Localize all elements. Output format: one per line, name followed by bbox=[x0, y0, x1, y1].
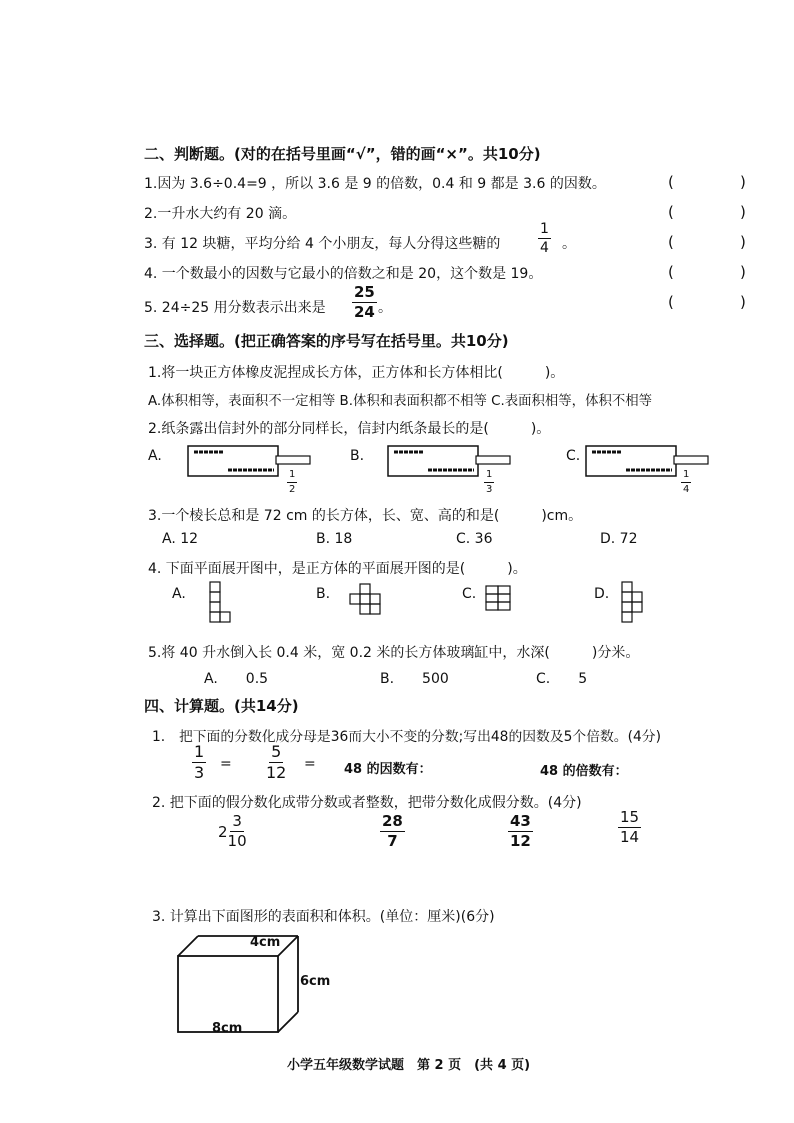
answer-paren-close-3: ) bbox=[740, 233, 746, 251]
net-figure-c bbox=[484, 584, 514, 614]
page-footer: 小学五年级数学试题 第 2 页 (共 4 页) bbox=[287, 1058, 531, 1073]
calc-q2-fraction-43-12: $\frac{43}{12}$ bbox=[510, 812, 531, 850]
choice-q5: 5.将 40 升水倒入长 0.4 米，宽 0.2 米的长方体玻璃缸中，水深( )分米。 bbox=[148, 645, 640, 661]
net-option-b-label: B. bbox=[316, 586, 331, 602]
judge-item-2: 2.一升水大约有 20 滴。 bbox=[144, 206, 297, 222]
answer-paren-open-4[interactable]: ( bbox=[668, 263, 674, 281]
choice-q2: 2.纸条露出信封外的部分同样长，信封内纸条最长的是( )。 bbox=[148, 421, 551, 437]
answer-paren-open-2[interactable]: ( bbox=[668, 203, 674, 221]
judge-item-4: 4. 一个数最小的因数与它最小的倍数之和是 20，这个数是 19。 bbox=[144, 266, 543, 282]
choice-q1-options: A.体积相等，表面积不一定相等 B.体积和表面积都不相等 C.表面积相等，体积不相等 bbox=[148, 394, 653, 409]
section2-title: 二、判断题。(对的在括号里画“√”，错的画“×”。共10分) bbox=[144, 145, 541, 163]
judge-item-5-fraction: $\frac{25}{24}$ bbox=[354, 283, 375, 321]
choice-q5-option-a: A. 0.5 bbox=[204, 671, 269, 687]
answer-paren-close-2: ) bbox=[740, 203, 746, 221]
net-figure-a bbox=[208, 580, 238, 630]
net-figure-d bbox=[618, 580, 652, 626]
choice-q1: 1.将一块正方体橡皮泥捏成长方体，正方体和长方体相比( )。 bbox=[148, 365, 565, 381]
choice-q2-option-b-label: B. bbox=[350, 448, 365, 464]
envelope-figure-c bbox=[584, 444, 712, 492]
cuboid-height-label: 6cm bbox=[300, 974, 331, 989]
calc-q1-fraction-1: $\frac{1}{3}$ bbox=[194, 742, 205, 782]
envelope-a-fraction: $\frac{1}{2}$ bbox=[289, 469, 296, 495]
multiples-of-48-label: 48 的倍数有： bbox=[540, 764, 628, 779]
net-figure-b bbox=[346, 582, 390, 622]
section3-title: 三、选择题。(把正确答案的序号写在括号里。共10分) bbox=[144, 332, 509, 350]
calc-q2: 2. 把下面的假分数化成带分数或者整数，把带分数化成假分数。(4分) bbox=[152, 795, 582, 811]
judge-item-5: 5. 24÷25 用分数表示出来是 bbox=[144, 300, 326, 316]
judge-item-3-period: 。 bbox=[562, 236, 576, 252]
calc-q2-fraction-15-14: $\frac{15}{14}$ bbox=[620, 808, 640, 846]
judge-item-5-period: 。 bbox=[378, 300, 392, 316]
answer-paren-open-5[interactable]: ( bbox=[668, 293, 674, 311]
choice-q3-option-c: C. 36 bbox=[456, 531, 493, 547]
calc-q2-mixed-number bbox=[218, 814, 247, 849]
choice-q5-option-b: B. 500 bbox=[380, 671, 449, 687]
choice-q2-option-a-label: A. bbox=[148, 448, 162, 464]
answer-paren-close-1: ) bbox=[740, 173, 746, 191]
judge-item-3: 3. 有 12 块糖，平均分给 4 个小朋友，每人分得这些糖的 bbox=[144, 236, 501, 252]
envelope-b-fraction: $\frac{1}{3}$ bbox=[486, 469, 493, 495]
choice-q3-option-d: D. 72 bbox=[600, 531, 638, 547]
factors-of-48-label: 48 的因数有： bbox=[344, 762, 432, 777]
envelope-figure-b bbox=[386, 444, 514, 492]
answer-paren-close-5: ) bbox=[740, 293, 746, 311]
answer-paren-open-1[interactable]: ( bbox=[668, 173, 674, 191]
net-option-d-label: D. bbox=[594, 586, 610, 602]
envelope-c-fraction: $\frac{1}{4}$ bbox=[683, 469, 690, 495]
choice-q3-option-a: A. 12 bbox=[162, 531, 199, 547]
calc-q1-equals-2: = bbox=[304, 756, 316, 772]
calc-q1-fraction-2: $\frac{5}{12}$ bbox=[266, 742, 287, 782]
answer-paren-close-4: ) bbox=[740, 263, 746, 281]
calc-q1-equals-1: = bbox=[220, 756, 232, 772]
judge-item-1: 1.因为 3.6÷0.4=9 ，所以 3.6 是 9 的倍数，0.4 和 9 都是 3.6 的因数。 bbox=[144, 176, 606, 192]
mixed-whole: 2 bbox=[218, 822, 228, 841]
net-option-c-label: C. bbox=[462, 586, 477, 602]
judge-item-3-fraction: $\frac{1}{4}$ bbox=[540, 221, 549, 256]
choice-q4: 4. 下面平面展开图中，是正方体的平面展开图的是( )。 bbox=[148, 561, 527, 577]
mixed-fraction: $\frac{3}{10}$ bbox=[227, 812, 247, 850]
calc-q3: 3. 计算出下面图形的表面积和体积。(单位：厘米)(6分) bbox=[152, 909, 495, 925]
cuboid-width-label: 4cm bbox=[250, 935, 281, 950]
choice-q3: 3.一个棱长总和是 72 cm 的长方体，长、宽、高的和是( )cm。 bbox=[148, 508, 583, 524]
cuboid-length-label: 8cm bbox=[212, 1021, 243, 1036]
choice-q2-option-c-label: C. bbox=[566, 448, 581, 464]
calc-q2-fraction-28-7: $\frac{28}{7}$ bbox=[382, 812, 403, 850]
choice-q5-option-c: C. 5 bbox=[536, 671, 588, 687]
answer-paren-open-3[interactable]: ( bbox=[668, 233, 674, 251]
calc-q1: 1. 把下面的分数化成分母是36而大小不变的分数;写出48的因数及5个倍数。(4分) bbox=[152, 729, 661, 745]
choice-q3-option-b: B. 18 bbox=[316, 531, 353, 547]
net-option-a-label: A. bbox=[172, 586, 186, 602]
section4-title: 四、计算题。(共14分) bbox=[144, 697, 299, 715]
